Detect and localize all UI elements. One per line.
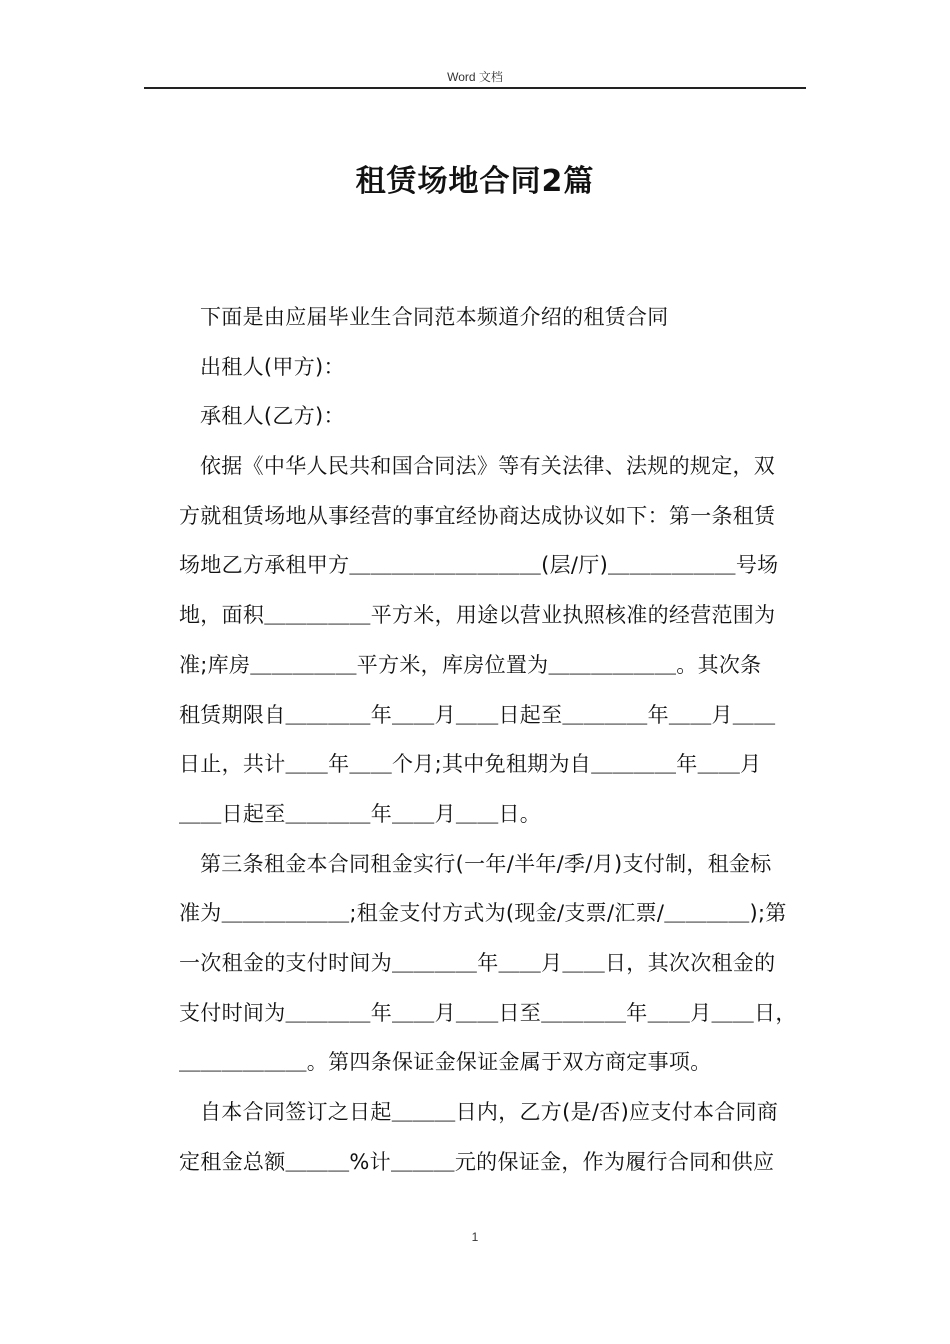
paragraph-line: 依据《中华人民共和国合同法》等有关法律、法规的规定，双 (200, 454, 776, 478)
paragraph-line: 地，面积＿＿＿＿＿平方米，用途以营业执照核准的经营范围为 (179, 603, 776, 627)
paragraph-line: 第三条租金本合同租金实行(一年/半年/季/月)支付制，租金标 (200, 852, 772, 876)
paragraph-line: 一次租金的支付时间为＿＿＿＿年＿＿月＿＿日，其次次租金的 (179, 951, 776, 975)
document-title: 租赁场地合同2篇 (355, 164, 595, 199)
paragraph-line: 下面是由应届毕业生合同范本频道介绍的租赁合同 (200, 305, 669, 329)
paragraph-line: 支付时间为＿＿＿＿年＿＿月＿＿日至＿＿＿＿年＿＿月＿＿日， (179, 1001, 797, 1025)
paragraph-line: 定租金总额＿＿＿%计＿＿＿元的保证金，作为履行合同和供应 (179, 1150, 775, 1174)
paragraph-line: 出租人(甲方)： (200, 355, 345, 379)
paragraph-line: 方就租赁场地从事经营的事宜经协商达成协议如下：第一条租赁 (179, 504, 776, 528)
paragraph-line: 租赁期限自＿＿＿＿年＿＿月＿＿日起至＿＿＿＿年＿＿月＿＿ (179, 703, 776, 727)
paragraph-line: ＿＿＿＿＿＿。第四条保证金保证金属于双方商定事项。 (179, 1050, 712, 1074)
header-divider (144, 87, 806, 89)
header-text: Word 文档 (447, 70, 503, 84)
paragraph-line: 承租人(乙方)： (200, 404, 345, 428)
paragraph-line: ＿＿日起至＿＿＿＿年＿＿月＿＿日。 (179, 802, 542, 826)
paragraph-line: 自本合同签订之日起＿＿＿日内，乙方(是/否)应支付本合同商 (200, 1100, 779, 1124)
page-number: 1 (471, 1230, 479, 1244)
paragraph-line: 准为＿＿＿＿＿＿;租金支付方式为(现金/支票/汇票/＿＿＿＿);第 (179, 901, 787, 925)
paragraph-line: 准;库房＿＿＿＿＿平方米，库房位置为＿＿＿＿＿＿。其次条 (179, 653, 762, 677)
paragraph-line: 日止，共计＿＿年＿＿个月;其中免租期为自＿＿＿＿年＿＿月 (179, 752, 762, 776)
paragraph-line: 场地乙方承租甲方＿＿＿＿＿＿＿＿＿(层/厅)＿＿＿＿＿＿号场 (179, 553, 779, 577)
